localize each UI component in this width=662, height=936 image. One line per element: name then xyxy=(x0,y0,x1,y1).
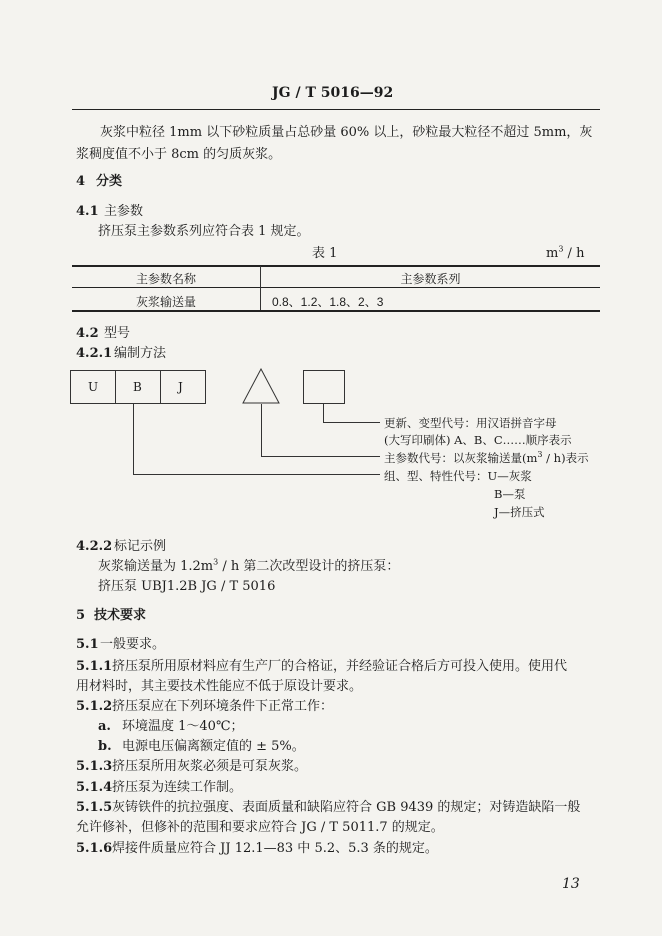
annotation-parameter: 主参数代号：以灰浆输送量$(m^3 / h)$表示 xyxy=(384,450,589,465)
section-5-1-1-number: 5.1.1 xyxy=(76,659,113,674)
section-5-1-6-number: 5.1.6 xyxy=(76,841,113,856)
section-4-2-1-number: 4.2.1 xyxy=(76,346,113,361)
section-4-2-title: 型号 xyxy=(104,326,131,341)
table-caption: 表 1 xyxy=(312,246,338,261)
intro-line-2: 浆稠度值不小于 8cm 的匀质灰浆。 xyxy=(76,147,282,162)
section-5-1-4-number: 5.1.4 xyxy=(76,780,113,795)
connector-code-v xyxy=(133,404,134,475)
standard-code: JG / T 5016—92 xyxy=(272,85,394,101)
section-4-1-title: 主参数 xyxy=(104,204,144,219)
section-4-title: 分类 xyxy=(96,174,123,189)
item-b-label: b. xyxy=(98,739,112,754)
table-cell-series: 0.8、1.2、1.8、2、3 xyxy=(272,295,384,309)
section-5-1-2-text: 挤压泵应在下列环境条件下正常工作： xyxy=(112,699,334,714)
section-5-1-4-text: 挤压泵为连续工作制。 xyxy=(112,780,243,795)
connector-triangle-v xyxy=(261,404,262,457)
intro-line-1: 灰浆中粒径 1mm 以下砂粒质量占总砂量 60% 以上，砂粒最大粒径不超过 5mm，灰 xyxy=(100,125,593,140)
item-a-text: 环境温度 1～40℃； xyxy=(122,719,244,734)
item-b-text: 电源电压偏离额定值的 ± 5%。 xyxy=(122,739,305,754)
section-5-1-title: 一般要求。 xyxy=(100,637,166,652)
section-4-1-number: 4.1 xyxy=(76,204,99,219)
annotation-variant-1: 更新、变型代号：用汉语拼音字母 xyxy=(384,416,557,430)
code-letter-j: J xyxy=(178,380,183,394)
code-box-j xyxy=(160,370,206,404)
section-5-1-5-number: 5.1.5 xyxy=(76,800,113,815)
section-4-1-text: 挤压泵主参数系列应符合表 1 规定。 xyxy=(98,224,310,239)
annotation-code: 组、型、特性代号：U—灰浆 xyxy=(384,469,532,483)
parameter-triangle xyxy=(242,368,280,404)
section-4-number: 4 xyxy=(76,174,86,189)
annotation-code-b: B—泵 xyxy=(494,487,526,501)
page-number: 13 xyxy=(562,876,580,892)
section-5-title: 技术要求 xyxy=(94,608,147,623)
example-line-2: 挤压泵 UBJ1.2B JG / T 5016 xyxy=(98,579,276,594)
connector-variant-v xyxy=(323,404,324,423)
connector-variant-h xyxy=(323,422,380,423)
section-5-1-1-line-2: 用材料时，其主要技术性能应不低于原设计要求。 xyxy=(76,679,363,694)
table-cell-name: 灰浆输送量 xyxy=(135,295,196,309)
example-line-1: 灰浆输送量为 $1.2m^3$ / h 第二次改型设计的挤压泵： xyxy=(98,557,400,574)
annotation-code-j: J—挤压式 xyxy=(494,505,545,519)
table-header-series: 主参数系列 xyxy=(400,272,461,286)
section-5-number: 5 xyxy=(76,608,86,623)
section-5-1-2-number: 5.1.2 xyxy=(76,699,113,714)
section-5-1-6-text: 焊接件质量应符合 JJ 12.1—83 中 5.2、5.3 条的规定。 xyxy=(112,841,438,856)
header-rule xyxy=(72,109,600,110)
table-header-rule xyxy=(72,287,600,288)
connector-triangle-h xyxy=(261,456,380,457)
variant-box xyxy=(303,370,345,404)
code-letter-b: B xyxy=(133,380,142,394)
section-4-2-2-title: 标记示例 xyxy=(114,539,167,554)
item-a-label: a. xyxy=(98,719,111,734)
section-4-2-number: 4.2 xyxy=(76,326,99,341)
section-5-1-1-line-1: 挤压泵所用原材料应有生产厂的合格证，并经验证合格后方可投入使用。使用代 xyxy=(112,659,568,674)
section-5-1-5-line-2: 允许修补，但修补的范围和要求应符合 JG / T 5011.7 的规定。 xyxy=(76,820,444,835)
table-header-name: 主参数名称 xyxy=(135,272,196,286)
section-4-2-1-title: 编制方法 xyxy=(114,346,167,361)
annotation-variant-2: (大写印刷体) A、B、C……顺序表示 xyxy=(384,433,572,447)
code-letter-u: U xyxy=(88,380,99,394)
section-5-1-5-line-1: 灰铸铁件的抗拉强度、表面质量和缺陷应符合 GB 9439 的规定；对铸造缺陷一般 xyxy=(112,800,581,815)
section-5-1-3-number: 5.1.3 xyxy=(76,759,113,774)
section-4-2-2-number: 4.2.2 xyxy=(76,539,113,554)
table-top-rule xyxy=(72,265,600,267)
table-unit: $m^3$ / h xyxy=(546,244,585,261)
connector-code-h xyxy=(133,474,380,475)
section-5-1-number: 5.1 xyxy=(76,637,99,652)
section-5-1-3-text: 挤压泵所用灰浆必须是可泵灰浆。 xyxy=(112,759,308,774)
table-bottom-rule xyxy=(72,310,600,312)
